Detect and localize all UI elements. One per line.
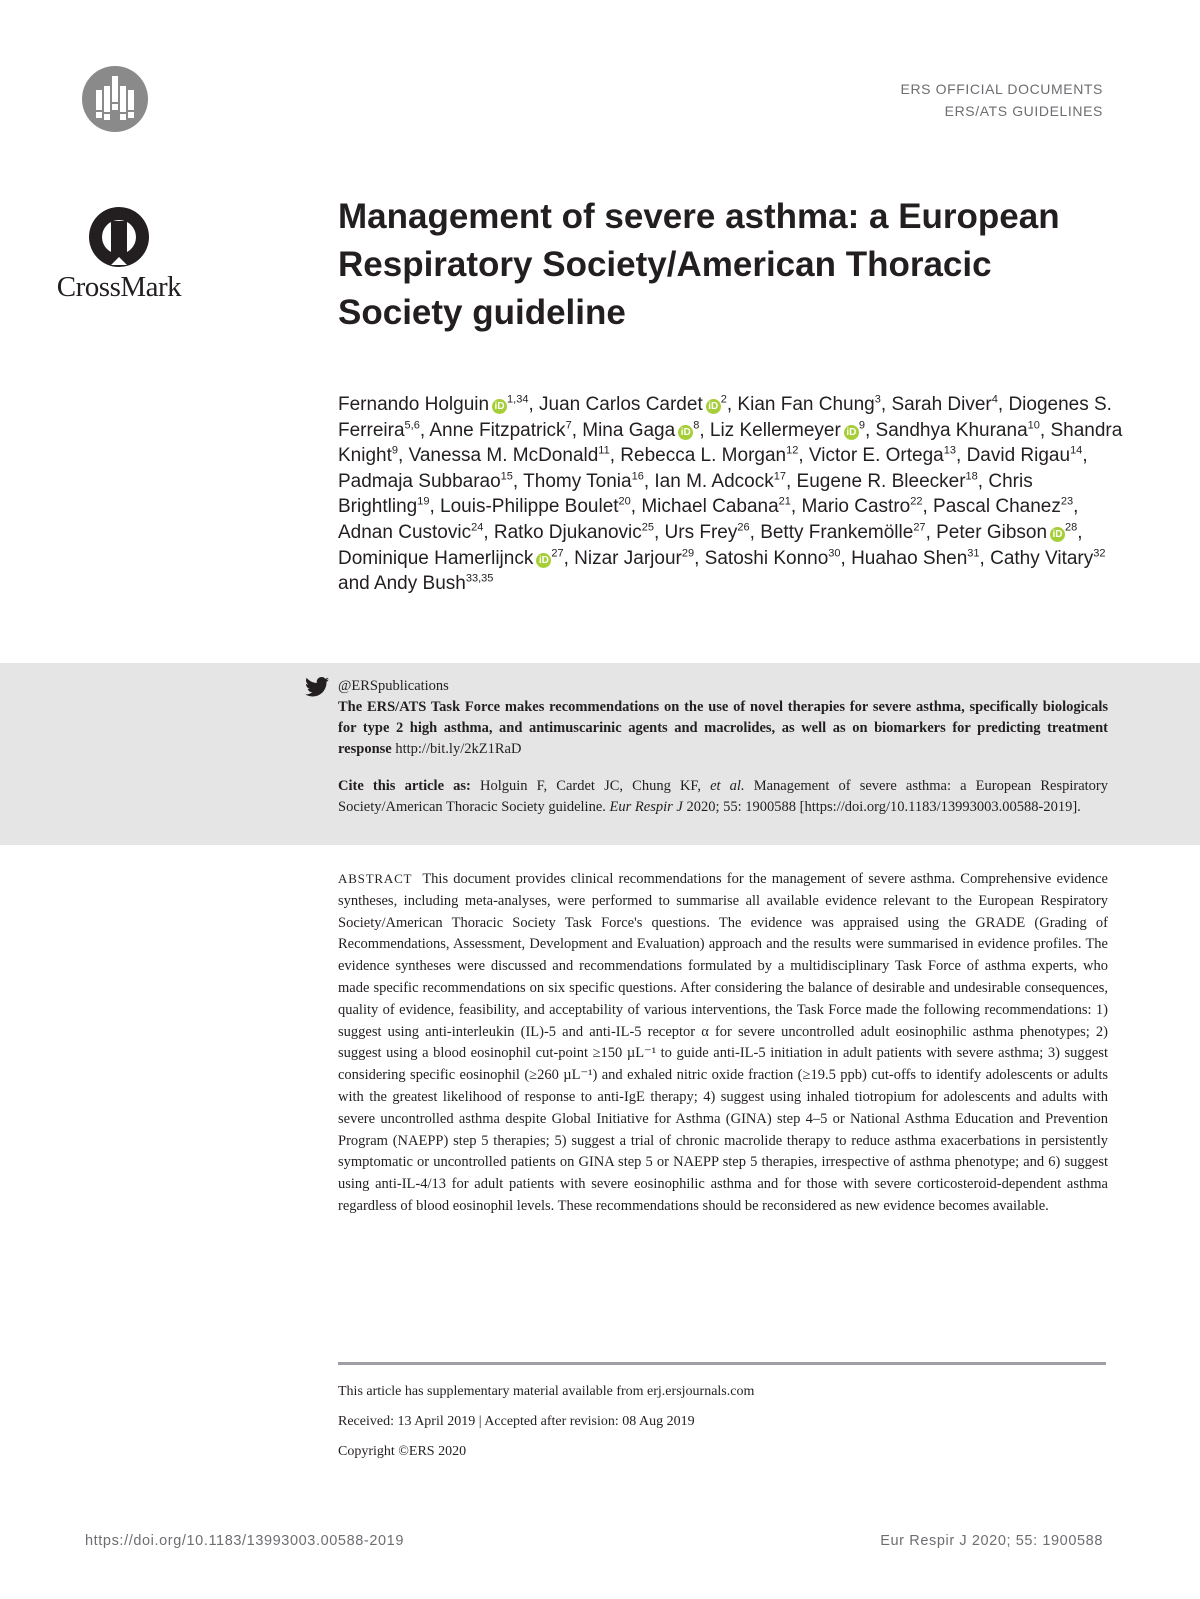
twitter-handle[interactable]: @ERSpublications [338, 678, 449, 694]
author [338, 394, 528, 415]
author-name: Betty Frankemölle [760, 521, 914, 543]
orcid-icon[interactable]: iD [706, 399, 721, 414]
lungs-icon [82, 66, 148, 132]
orcid-icon[interactable]: iD [844, 425, 859, 440]
tweet-link[interactable]: http://bit.ly/2kZ1RaD [395, 741, 522, 757]
author-affiliation: 25 [641, 521, 654, 534]
author [582, 420, 699, 441]
author-name: Sarah Diver [891, 394, 992, 415]
author-affiliation: 16 [631, 470, 644, 483]
author-affiliation: 5,6 [404, 419, 420, 432]
author [990, 548, 1105, 569]
author [737, 394, 880, 415]
author-name: Eugene R. Bleecker [796, 470, 966, 492]
author [338, 471, 513, 492]
author-affiliation: 28 [1065, 521, 1078, 534]
author [705, 548, 841, 569]
orcid-icon[interactable]: iD [678, 425, 693, 440]
author-affiliation: 27 [551, 547, 564, 560]
author-affiliation: 19 [417, 496, 430, 509]
document-series [901, 78, 1103, 122]
author-affiliation: 31 [967, 547, 980, 560]
author-affiliation: 22 [910, 496, 923, 509]
author [891, 394, 997, 415]
divider [338, 1362, 1106, 1365]
author-name: Liz Kellermeyer [709, 419, 841, 441]
author-name: Ian M. Adcock [654, 470, 774, 492]
author-name: Mario Castro [801, 496, 911, 518]
author-name: Peter Gibson [936, 521, 1048, 543]
abstract-label: ABSTRACT [338, 871, 413, 886]
tweet-summary [338, 697, 1108, 760]
author-name: Dominique Hamerlijnck [338, 547, 534, 569]
author-name: Sandhya Khurana [875, 419, 1028, 441]
author [338, 548, 564, 569]
author-affiliation: 7 [565, 419, 572, 432]
author-name: Cathy Vitary [990, 547, 1094, 569]
author-affiliation: 20 [618, 496, 631, 509]
author-name: David Rigau [966, 445, 1071, 467]
abstract-text: This document provides clinical recommendations for the management of severe asthma. Comprehensive evidence syntheses, including meta-analyses, were performed to summarise all available evidence relevant to the European Respiratory Society/American Thoracic Society Task Force's questions. The evidence was appraised using the GRADE (Grading of Recommendations, Assessment, Development and Evaluation) approach and the results were summarised in evidence profiles. The evidence syntheses were discussed and recommendations formulated by a multidisciplinary Task Force of asthma experts, who made specific recommendations on six specific questions. After considering the balance of desirable and undesirable consequences, quality of evidence, feasibility, and acceptability of various interventions, the Task Force made the following recommendations: 1) suggest using anti-interleukin (IL)-5 and anti-IL-5 receptor α for severe uncontrolled adult eosinophilic asthma phenotypes; 2) suggest using a blood eosinophil cut-point ≥150 µL⁻¹ to guide anti-IL-5 initiation in adult patients with severe asthma; 3) suggest considering specific eosinophil (≥260 µL⁻¹) and exhaled nitric oxide fraction (≥19.5 ppb) cut-offs to identify adolescents or adults with the greatest likelihood of response to anti-IgE therapy; 4) suggest using inhaled tiotropium for adolescents and adults with severe uncontrolled asthma despite Global Initiative for Asthma (GINA) step 4–5 or National Asthma Education and Prevention Program (NAEPP) step 5 therapies; 5) suggest a trial of chronic macrolide therapy to reduce asthma exacerbations in persistently symptomatic or uncontrolled patients on GINA step 5 or NAEPP step 5 therapies, irrespective of asthma phenotype; and 6) suggest using anti-IL-4/13 for adult patients with severe eosinophilic asthma and for those with severe corticosteroid-dependent asthma regardless of blood eosinophil levels. These recommendations should be reconsidered as new evidence becomes available. [338, 871, 1108, 1214]
tweet-text: The ERS/ATS Task Force makes recommendations on the use of novel therapies for severe asthma, specifically biologicals for type 2 high asthma, and antimuscarinic agents and macrolides, as well as on biomarkers for predicting treatment response [338, 699, 1108, 757]
author [523, 471, 644, 492]
twitter-icon[interactable] [305, 677, 329, 697]
series-line: ERS/ATS GUIDELINES [944, 103, 1103, 119]
article-title: Management of severe asthma: a European Respiratory Society/American Thoracic Society guideline [338, 197, 1060, 332]
cite-etal: et al. [710, 778, 745, 794]
author-affiliation: 4 [991, 393, 998, 406]
author-name: Huahao Shen [851, 547, 968, 569]
footer-doi[interactable]: https://doi.org/10.1183/13993003.00588-2019 [85, 1533, 404, 1549]
author-name: Vanessa M. McDonald [408, 445, 599, 467]
citation [338, 776, 1108, 818]
footer-reference: Eur Respir J 2020; 55: 1900588 [880, 1533, 1103, 1549]
cite-details[interactable]: 2020; 55: 1900588 [https://doi.org/10.1183/13993003.00588-2019]. [686, 799, 1081, 815]
author [665, 522, 750, 543]
author-affiliation: 1,34 [507, 393, 529, 406]
author-name: Juan Carlos Cardet [539, 394, 703, 415]
author [876, 420, 1040, 441]
author-list: Fernando Holguin iD$^{1,34}$, Juan Carlos Cardet $iD^2$, Kian Fan Chung$^3$, Sarah Diver$^4$, Diogenes S. Ferreira$^{5,6}$, Anne Fitzpatrick$^7$, Mina Gaga $iD^8$, Liz Kellermeyer $iD^9$, Sandhya Khurana$^{10}$, Shandra Knight$^9$, Vanessa M. McDonald$^{11}$, Rebecca L. Morgan$^{12}$, Victor E. Ortega$^{13}$, David Rigau$^{14}$, Padmaja Subbarao$^{15}$, Thomy Tonia$^{16}$, Ian M. Adcock$^{17}$, Eugene R. Bleecker$^{18}$, Chris Brightling$^{19}$, Louis-Philippe Boulet$^{20}$, Michael Cabana$^{21}$, Mario Castro$^{22}$, Pascal Chanez$^{23}$, Adnan Custovic$^{24}$, Ratko Djukanovic$^{25}$, Urs Frey$^{26}$, Betty Frankemölle$^{27}$, Peter Gibson $iD^{28}$, Dominique Hamerlijnck $iD^{27}$, Nizar Jarjour$^{29}$, Satoshi Konno$^{30}$, Huahao Shen$^{31}$, Cathy Vitary$^{32}$ and Andy Bush$^{33,35}$ [338, 393, 1123, 595]
author-affiliation: 13 [943, 444, 956, 457]
author-name: Diogenes S. Ferreira [338, 394, 1112, 441]
orcid-icon[interactable]: iD [492, 399, 507, 414]
copyright: Copyright ©ERS 2020 [338, 1444, 467, 1459]
series-line: ERS OFFICIAL DOCUMENTS [900, 81, 1103, 97]
author [494, 522, 654, 543]
author-name: Andy Bush [373, 573, 466, 595]
author-affiliation: 8 [693, 419, 700, 432]
orcid-icon[interactable]: iD [536, 553, 551, 568]
author-affiliation: 18 [965, 470, 978, 483]
author-name: Thomy Tonia [523, 470, 632, 492]
author [809, 445, 956, 466]
author-name: Rebecca L. Morgan [620, 445, 787, 467]
author-name: Satoshi Konno [704, 547, 829, 569]
author-name: Chris Brightling [338, 470, 1033, 518]
received-dates: Received: 13 April 2019 | Accepted after revision: 08 Aug 2019 [338, 1414, 695, 1429]
author-name: Urs Frey [664, 521, 738, 543]
author-affiliation: 17 [773, 470, 786, 483]
author-name: Mina Gaga [582, 419, 676, 441]
author [801, 496, 922, 517]
author [539, 394, 727, 415]
crossmark-badge[interactable] [44, 203, 194, 313]
author [797, 471, 978, 492]
author [409, 445, 610, 466]
author-affiliation: 12 [786, 444, 799, 457]
author-name: Kian Fan Chung [737, 394, 875, 415]
author-affiliation: 14 [1070, 444, 1083, 457]
author-affiliation: 11 [598, 444, 610, 457]
cite-label: Cite this article as: [338, 778, 471, 794]
author-affiliation: 15 [500, 470, 513, 483]
author [574, 548, 694, 569]
author [933, 496, 1073, 517]
author-affiliation: 3 [874, 393, 881, 406]
author-name: Fernando Holguin [338, 394, 490, 415]
cite-authors: Holguin F, Cardet JC, Chung KF, [480, 778, 701, 794]
author-name: Adnan Custovic [338, 521, 472, 543]
author [338, 522, 483, 543]
author-affiliation: 24 [471, 521, 484, 534]
cite-journal: Eur Respir J [609, 799, 683, 815]
author-name: Victor E. Ortega [808, 445, 944, 467]
author [936, 522, 1077, 543]
author-name: Anne Fitzpatrick [429, 419, 566, 441]
author-affiliation: 9 [858, 419, 865, 432]
supplementary-note: This article has supplementary material available from erj.ersjournals.com [338, 1384, 755, 1399]
author [429, 420, 571, 441]
author-affiliation: 29 [681, 547, 695, 560]
crossmark-label: CrossMark [56, 271, 182, 303]
author [654, 471, 786, 492]
author-name: Michael Cabana [641, 496, 779, 518]
author [620, 445, 798, 466]
author [851, 548, 979, 569]
author-affiliation: 32 [1093, 547, 1106, 560]
author-name: Louis-Philippe Boulet [440, 496, 619, 518]
author-affiliation: 30 [828, 547, 841, 560]
abstract [338, 868, 1108, 1218]
author [760, 522, 925, 543]
cite-title: Management of severe asthma: a European Respiratory Society/American Thoracic Society guideline. [338, 778, 1108, 815]
author-affiliation: 9 [391, 444, 398, 457]
author-name: Pascal Chanez [933, 496, 1061, 518]
author [641, 496, 791, 517]
author [967, 445, 1083, 466]
author-affiliation: 33,35 [465, 572, 494, 585]
author [710, 420, 865, 441]
author-name: Shandra Knight [338, 419, 1123, 467]
author-affiliation: 2 [720, 393, 727, 406]
author-affiliation: 10 [1027, 419, 1040, 432]
crossmark-icon [44, 203, 194, 271]
author-name: Nizar Jarjour [574, 547, 682, 569]
author-name: Padmaja Subbarao [338, 470, 501, 492]
author [440, 496, 631, 517]
author-name: Ratko Djukanovic [493, 521, 642, 543]
journal-logo [82, 66, 148, 132]
orcid-icon[interactable]: iD [1050, 527, 1065, 542]
author-affiliation: 21 [778, 496, 791, 509]
author-affiliation: 27 [913, 521, 926, 534]
author-affiliation: 26 [737, 521, 750, 534]
author [374, 573, 493, 594]
author-affiliation: 23 [1060, 496, 1074, 509]
